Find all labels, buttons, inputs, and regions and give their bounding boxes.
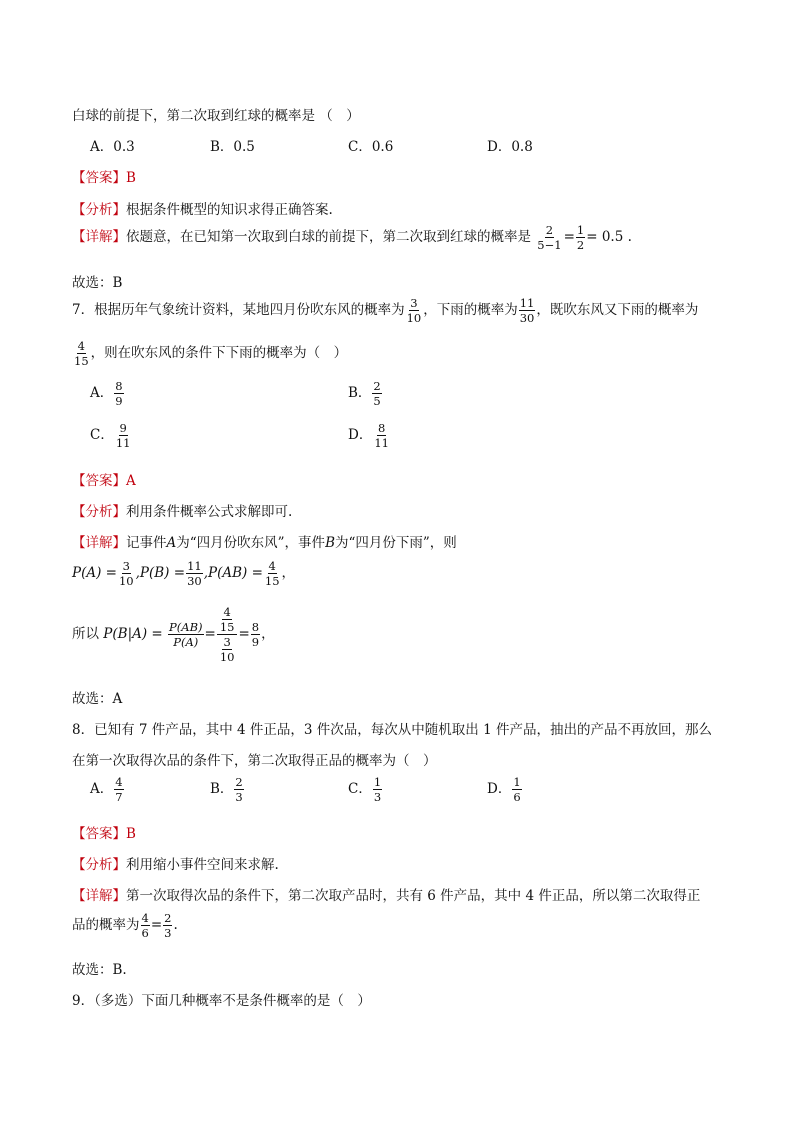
analysis-tag: 【分析】 [72,202,126,218]
q7-analysis: 【分析】利用条件概率公式求解即可. [72,504,293,520]
q8-option-a: A． $\frac{4}{7}$ [90,775,123,805]
answer-tag: 【答案】 [72,170,126,186]
q6-option-a: A．0.3 [90,139,135,155]
q6-option-d: D．0.8 [487,139,533,155]
detail-tag: 【详解】 [72,888,126,904]
q6-option-c: C．0.6 [348,139,394,155]
detail-tag: 【详解】 [72,535,126,551]
q8-option-b: B． $\frac{2}{3}$ [210,775,243,805]
q7-option-c: C． $\frac{9}{11}$ [90,421,131,451]
q7-answer [72,469,136,489]
fraction: $\frac{P(AB)}{P(A)}$ [169,620,203,650]
q8-analysis: 【分析】利用缩小事件空间来求解. [72,857,279,873]
q7-stem: 7．根据历年气象统计资料，某地四月份吹东风的概率为 $\frac{3}{10}$ ，下雨的概率为 $\frac{11}{30}$ ，既吹东风又下雨的概率为 [72,296,699,326]
q6-option-b: B．0.5 [210,139,255,155]
detail-tag: 【详解】 [72,229,126,246]
q6-answer [72,166,136,186]
q7-option-d: D． $\frac{8}{11}$ [348,421,389,451]
q9-stem: 9．（多选）下面几种概率不是条件概率的是（ ） [72,993,371,1009]
fraction: $\frac{2}{5-1}$ [537,223,562,253]
q8-stem-line2: 在第一次取得次品的条件下，第二次取得正品的概率为（ ） [72,753,437,769]
q8-option-d: D． $\frac{1}{6}$ [487,775,521,805]
fraction: $\frac{8}{9}$ [251,620,260,650]
analysis-tag: 【分析】 [72,857,126,873]
q8-detail-line2: 品的概率为 $\frac{4}{6}$ = $\frac{2}{3}$ . [72,911,178,941]
fraction: $\frac{3}{10}$ [406,296,422,326]
q8-detail-line1: 【详解】第一次取得次品的条件下，第二次取产品时，共有 6 件产品，其中 4 件正品，所以第二次取得正 [72,888,701,904]
q7-conditional-formula: 所以 P(B|A) = $\frac{P(AB)}{P(A)}$ = $\frac{\frac{4}{15}}{\frac{3}{10}}$ = $\frac{8}{9}$ ， [72,605,275,665]
q6-detail: 【详解】依题意，在已知第一次取到白球的前提下，第二次取到红球的概率是 $\frac{2}{5-1}$ = $\frac{1}{2}$ = 0.5 . [72,223,632,253]
q6-stem-tail: 白球的前提下，第二次取到红球的概率是 （ ） [72,108,360,124]
q7-detail: 【详解】记事件A为“四月份吹东风”，事件B为“四月份下雨”，则 [72,535,457,551]
answer-value: B [126,170,136,186]
answer-value: B [126,826,136,842]
q8-answer [72,822,136,842]
q7-probabilities: P(A) = $\frac{3}{10}$ ,P(B) = $\frac{11}{30}$ ,P(AB) = $\frac{4}{15}$ ， [72,559,296,589]
q8-conclusion: 故选：B. [72,962,127,978]
q8-option-c: C． $\frac{1}{3}$ [348,775,382,805]
answer-value: A [126,473,136,489]
q6-analysis: 【分析】根据条件概型的知识求得正确答案. [72,202,333,218]
fraction: $\frac{1}{2}$ [576,223,585,253]
q7-option-a: A． $\frac{8}{9}$ [90,379,123,409]
q7-conclusion: 故选：A [72,691,123,707]
analysis-tag: 【分析】 [72,504,126,520]
answer-tag: 【答案】 [72,473,126,489]
q7-stem-cont: $\frac{4}{15}$ ，则在吹东风的条件下下雨的概率为（ ） [74,339,348,369]
q8-stem-line1: 8．已知有 7 件产品，其中 4 件正品，3 件次品，每次从中随机取出 1 件产品，抽出的产品不再放回，那么 [72,722,712,738]
fraction: $\frac{11}{30}$ [519,296,535,326]
q6-conclusion: 故选：B [72,275,123,291]
answer-tag: 【答案】 [72,826,126,842]
fraction: $\frac{4}{15}$ [74,339,89,369]
q7-option-b: B． $\frac{2}{5}$ [348,379,381,409]
compound-fraction: $\frac{\frac{4}{15}}{\frac{3}{10}}$ [217,606,238,663]
